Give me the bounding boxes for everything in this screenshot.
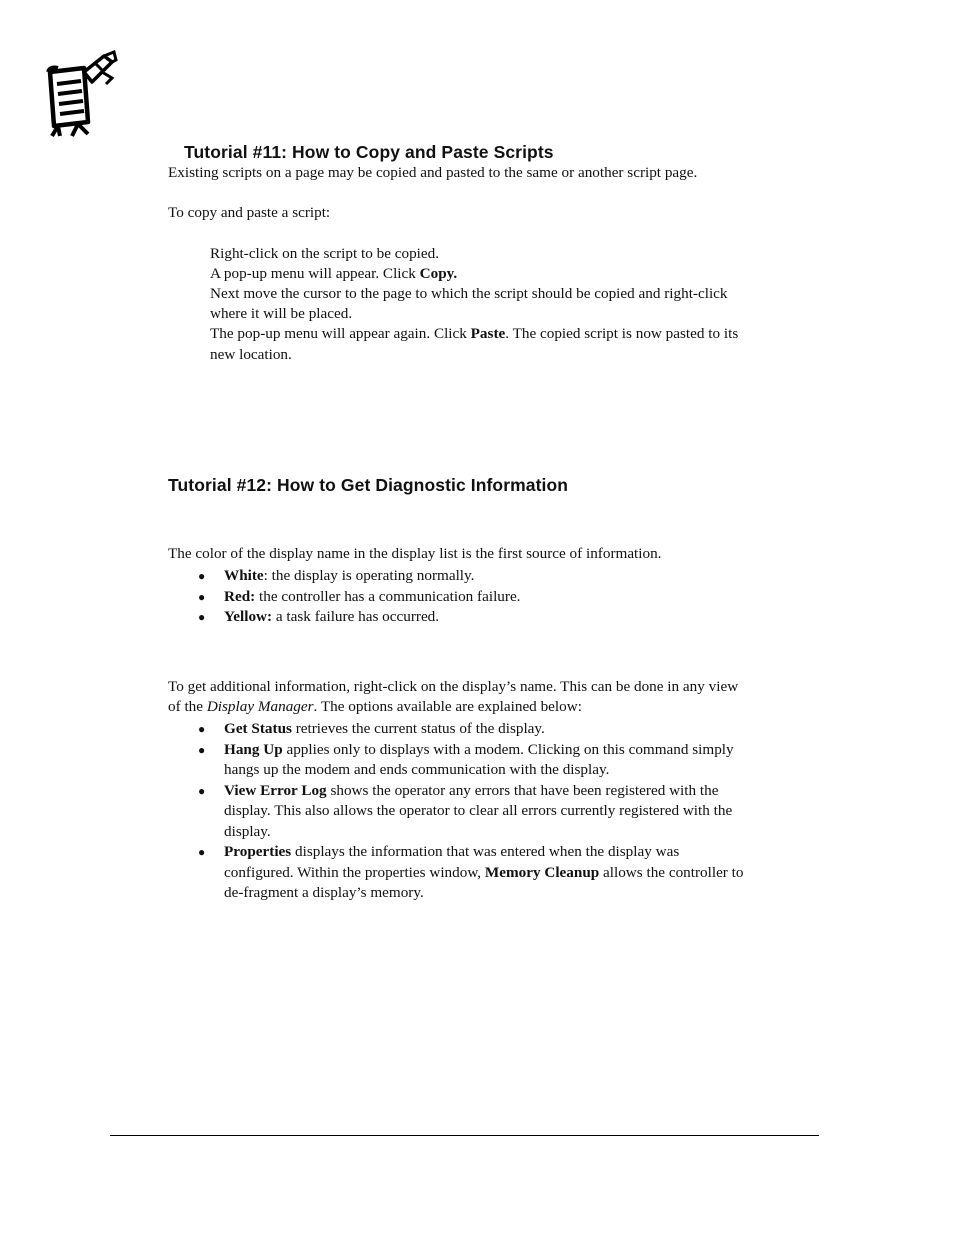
list-item: ● Red: the controller has a communication failure.: [198, 587, 521, 605]
footer-rule: [110, 1135, 819, 1136]
step-4-line-2: new location.: [210, 346, 292, 363]
list-item: ● Yellow: a task failure has occurred.: [198, 608, 440, 625]
list-item: ● Properties displays the information that was entered when the display was configured. Within the properties window, Memory Cleanup allows the controller to de-fragment a display’s memory.: [198, 843, 744, 901]
step-3-line-2: where it will be placed.: [210, 305, 353, 322]
options-list: [168, 719, 828, 904]
step-2: A pop-up menu will appear. Click Copy.: [210, 265, 458, 282]
list-item: ● View Error Log shows the operator any errors that have been registered with the display. This also allows the operator to clear all errors currently registered with the display.: [198, 781, 733, 840]
list-item: ● White: the display is operating normally.: [198, 567, 475, 584]
tutorial-11-title: Tutorial #11: How to Copy and Paste Scripts: [184, 142, 554, 162]
script-scroll-icon: [44, 50, 118, 138]
list-item: ● Hang Up applies only to displays with a modem. Clicking on this command simply hangs up the modem and ends communication with the display.: [198, 740, 734, 778]
tutorial-12-title: Tutorial #12: How to Get Diagnostic Information: [168, 475, 569, 495]
tutorial-11-lead: To copy and paste a script:: [168, 204, 331, 221]
step-3-line-1: Next move the cursor to the page to which the script should be copied and right-click: [210, 285, 728, 302]
tutorial-12-para-1: The color of the display name in the display list is the first source of information.: [168, 545, 662, 562]
tutorial-12-para-2: To get additional information, right-click on the display’s name. This can be done in any view of the Display Manager. The options available are explained below:: [168, 678, 739, 715]
step-4-line-1: The pop-up menu will appear again. Click Paste. The copied script is now pasted to its: [210, 325, 739, 342]
color-legend-list: [168, 566, 828, 628]
tutorial-11-intro: Existing scripts on a page may be copied and pasted to the same or another script page.: [168, 164, 698, 181]
list-item: ● Get Status retrieves the current status of the display.: [198, 720, 545, 737]
step-1: Right-click on the script to be copied.: [210, 245, 440, 262]
